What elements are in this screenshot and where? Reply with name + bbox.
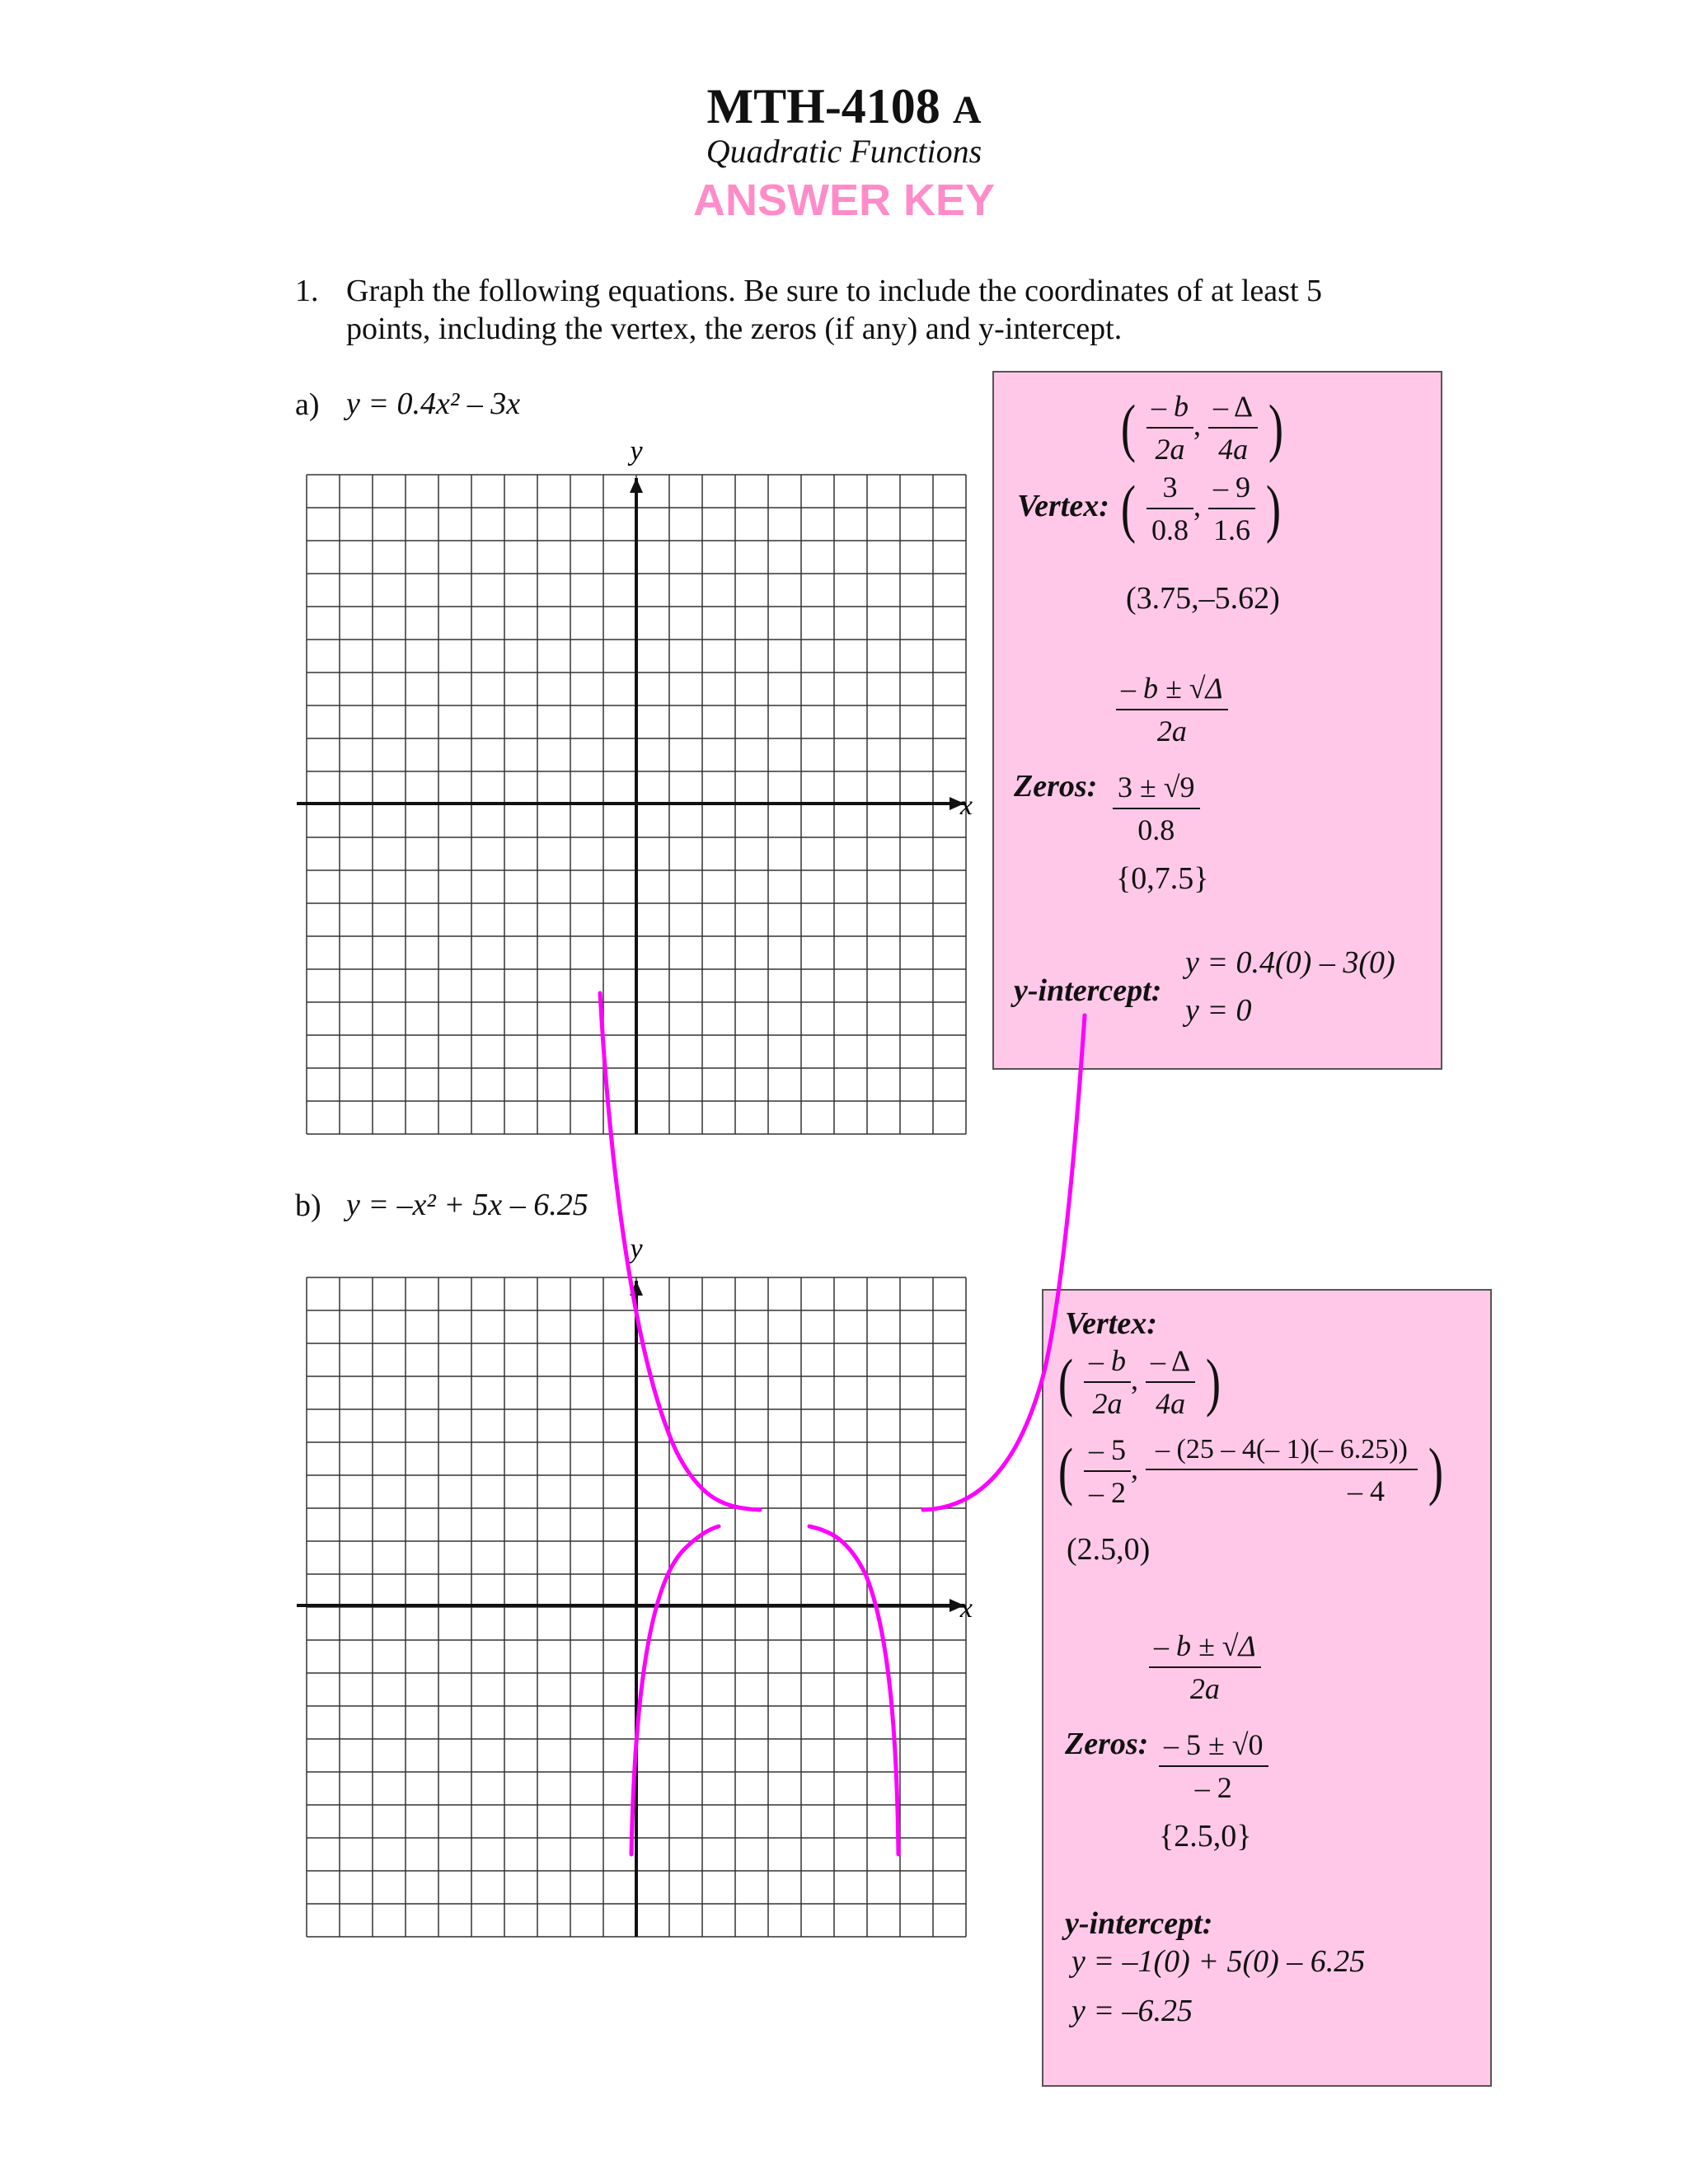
zeros-sub-den: 0.8 xyxy=(1137,813,1175,846)
question-line-2: points, including the vertex, the zeros (if any) and y-intercept. xyxy=(346,312,1123,346)
part-b-label: b) xyxy=(295,1188,321,1223)
zeros-sub-num: 3 ± √9 xyxy=(1113,770,1200,809)
sub-den2: – 4 xyxy=(1347,1474,1385,1507)
answer-key-label: ANSWER KEY xyxy=(692,176,996,225)
zeros-sub-den: – 2 xyxy=(1194,1771,1232,1804)
x-axis-label-b: x xyxy=(959,1593,973,1624)
part-b-equation: y = –x² + 5x – 6.25 xyxy=(346,1188,588,1222)
part-a-label: a) xyxy=(295,387,320,422)
formula-num2: – Δ xyxy=(1146,1343,1195,1383)
zeros-result-a: {0,7.5} xyxy=(1116,861,1209,896)
yint-label-a: y-intercept: xyxy=(1014,973,1162,1008)
zeros-label-a: Zeros: xyxy=(1014,769,1098,804)
sub-num2: – (25 – 4(– 1)(– 6.25)) xyxy=(1146,1434,1418,1470)
zeros-formula-den: 2a xyxy=(1156,715,1187,748)
yint-line1-b: y = –1(0) + 5(0) – 6.25 xyxy=(1071,1944,1366,1979)
vertex-formula-a: ( $\frac{- b}{2a}$ , $\frac{- \Delta}{4a}$ ) xyxy=(1120,390,1284,466)
sub-num2: – 9 xyxy=(1208,470,1255,509)
vertex-substitution-a: ( $\frac{3}{0.8}$ , $\frac{- 9}{1.6}$ ) xyxy=(1120,471,1282,546)
sub-den1: 0.8 xyxy=(1151,513,1189,546)
question-number: 1. xyxy=(295,274,319,308)
part-a-equation: y = 0.4x² – 3x xyxy=(346,387,521,421)
course-suffix: A xyxy=(952,88,982,132)
course-code: MTH-4108 xyxy=(706,79,940,134)
formula-num1: – b xyxy=(1146,389,1193,429)
sub-num1: – 5 xyxy=(1084,1432,1131,1472)
vertex-label-a: Vertex: xyxy=(1017,489,1109,523)
vertex-formula-b: ( $\frac{- b}{2a}$ , $\frac{- \Delta}{4a}$ ) xyxy=(1057,1344,1221,1420)
vertex-result-a: (3.75,–5.62) xyxy=(1126,581,1280,616)
yint-line2-a: y = 0 xyxy=(1185,993,1252,1028)
parabola-down-curve-right xyxy=(809,1526,898,1854)
formula-den2: 4a xyxy=(1218,433,1249,466)
formula-num2: – Δ xyxy=(1208,389,1258,429)
subtitle: Quadratic Functions xyxy=(706,133,982,170)
formula-num1: – b xyxy=(1084,1343,1131,1383)
question-line-1: Graph the following equations. Be sure to include the coordinates of at least 5 xyxy=(346,274,1323,308)
sub-num1: 3 xyxy=(1146,470,1193,509)
parabola-up-curve-right xyxy=(923,1015,1085,1510)
vertex-result-b: (2.5,0) xyxy=(1067,1532,1151,1567)
y-axis-label-a: y xyxy=(630,436,643,466)
parabola-down-curve-left xyxy=(631,1526,719,1854)
zeros-label-b: Zeros: xyxy=(1065,1727,1149,1761)
sub-den2: 1.6 xyxy=(1212,513,1250,546)
yint-line2-b: y = –6.25 xyxy=(1071,1994,1193,2028)
zeros-formula-den: 2a xyxy=(1189,1672,1220,1705)
yint-label-b: y-intercept: xyxy=(1065,1906,1213,1941)
parabola-up-curve xyxy=(600,993,760,1510)
yint-line1-a: y = 0.4(0) – 3(0) xyxy=(1185,945,1395,980)
formula-den1: 2a xyxy=(1155,433,1185,466)
zeros-result-b: {2.5,0} xyxy=(1159,1819,1252,1854)
x-axis-label-a: x xyxy=(959,790,973,821)
sub-den1: – 2 xyxy=(1088,1476,1126,1509)
zeros-sub-num: – 5 ± √0 xyxy=(1159,1727,1268,1767)
y-axis-label-b: y xyxy=(630,1236,643,1264)
vertex-label-b: Vertex: xyxy=(1065,1306,1157,1341)
vertex-substitution-b: ( $\frac{- 5}{- 2}$ , $\frac{- (25 - 4(- 1)(- 6.25))}{- 4}$ ) xyxy=(1057,1433,1444,1509)
formula-den2: 4a xyxy=(1156,1387,1186,1420)
zeros-formula-num: – b ± √Δ xyxy=(1149,1629,1261,1668)
formula-den1: 2a xyxy=(1092,1387,1123,1420)
zeros-formula-num: – b ± √Δ xyxy=(1116,671,1228,710)
